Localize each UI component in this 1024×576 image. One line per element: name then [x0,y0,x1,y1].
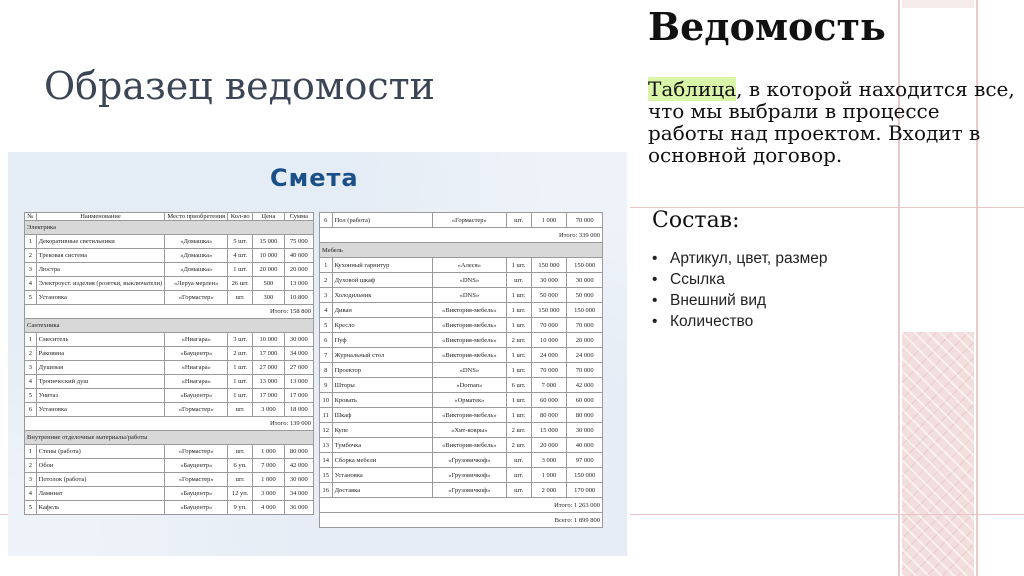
item-name: Холодильник [332,288,433,303]
price: 15 000 [253,235,284,249]
item-name: Тумбочка [332,438,433,453]
highlighted-word: Таблица [648,77,737,101]
quantity: 3 шт. [228,333,253,347]
estimate-table-left [24,212,314,515]
price: 20 000 [253,263,284,277]
table-row [320,333,603,348]
item-name: Стены (работа) [36,445,165,459]
item-name: Раковина [36,347,165,361]
price: 1 000 [531,468,567,483]
sum: 80 000 [567,408,603,423]
price: 24 000 [531,348,567,363]
header-cell: № [25,213,37,221]
price: 2 000 [531,483,567,498]
item-name: Трековая система [36,249,165,263]
price: 13 000 [253,375,284,389]
price: 3 000 [253,487,284,501]
sum: 34 000 [284,487,313,501]
table-row [25,501,314,515]
row-number: 3 [25,361,37,375]
purchase-place: «Бауцентр» [165,347,228,361]
section-label: Электрика [25,221,314,235]
total-label: Всего: 1 899 800 [320,513,603,528]
purchase-place: «Ниагара» [165,333,228,347]
description-text: , в которой находится все, что мы выбрали в процессе работы над проектом. Входит в основной договор. [648,77,1015,167]
item-name: Установка [36,403,165,417]
total-row [25,417,314,431]
item-name: Журнальный стол [332,348,433,363]
smeta-title: Смета [270,164,359,192]
quantity: 1 шт. [506,318,531,333]
purchase-place: «Домашка» [165,249,228,263]
quantity: 2 шт. [506,333,531,348]
purchase-place: «Гормастер» [165,403,228,417]
purchase-place: «Dornan» [433,378,506,393]
purchase-place: «Хит-ковры» [433,423,506,438]
row-number: 8 [320,363,333,378]
price: 70 000 [531,363,567,378]
item-name: Декоративные светильники [36,235,165,249]
row-number: 9 [320,378,333,393]
sum: 170 000 [567,483,603,498]
sostav-item: • Количество [652,311,828,332]
total-row [25,305,314,319]
table-row [25,277,314,291]
row-number: 4 [320,303,333,318]
row-number: 1 [25,445,37,459]
row-number: 13 [320,438,333,453]
price: 27 000 [253,361,284,375]
sum: 30 000 [284,473,313,487]
price: 17 000 [253,347,284,361]
total-row [320,498,603,513]
sum: 150 000 [567,468,603,483]
purchase-place: «Гормастер» [165,473,228,487]
sum: 10 800 [284,291,313,305]
quantity: 12 уп. [228,487,253,501]
item-name: Электроуст. изделия (розетки, выключатели) [36,277,165,291]
table-row [320,468,603,483]
purchase-place: «Грузовичкоф» [433,453,506,468]
purchase-place: «Виктория-мебель» [433,438,506,453]
row-number: 5 [320,318,333,333]
sum: 36 000 [284,501,313,515]
row-number: 2 [25,347,37,361]
quantity: 6 шт. [506,378,531,393]
row-number: 15 [320,468,333,483]
total-label: Итого: 1 263 000 [320,498,603,513]
row-number: 14 [320,453,333,468]
table-row [320,288,603,303]
price: 3 000 [253,403,284,417]
sostav-item: • Артикул, цвет, размер [652,248,828,269]
row-number: 11 [320,408,333,423]
quantity: 1 шт. [506,288,531,303]
quantity: 1 шт. [506,393,531,408]
vedomost-title: Ведомость [648,4,886,49]
row-number: 3 [25,473,37,487]
header-cell: Место приобретения [165,213,228,221]
row-number: 1 [25,235,37,249]
sum: 40 000 [284,249,313,263]
quantity: 2 шт. [506,438,531,453]
purchase-place: «Грузовичкоф» [433,468,506,483]
decor-pattern [902,332,974,576]
table-row [25,347,314,361]
purchase-place: «DNS» [433,363,506,378]
total-row [320,228,603,243]
item-name: Люстра [36,263,165,277]
quantity: 1 шт. [506,348,531,363]
quantity: 1 шт. [506,303,531,318]
sum: 30 000 [284,333,313,347]
header-cell: Сумма [284,213,313,221]
purchase-place: «Виктория-мебель» [433,303,506,318]
item-name: Кровать [332,393,433,408]
table-row [25,375,314,389]
table-row [25,389,314,403]
table-row [320,363,603,378]
item-name: Купе [332,423,433,438]
section-row [320,243,603,258]
table-row [320,348,603,363]
sostav-list [652,248,828,332]
sum: 34 000 [284,347,313,361]
price: 7 000 [253,459,284,473]
header-cell: Кол-во [228,213,253,221]
row-number: 12 [320,423,333,438]
price: 1 000 [253,445,284,459]
table-row [25,473,314,487]
table-row [25,235,314,249]
sum: 30 000 [567,423,603,438]
purchase-place: «DNS» [433,288,506,303]
row-number: 2 [320,273,333,288]
quantity: 1 шт. [228,375,253,389]
quantity: 5 шт. [228,235,253,249]
sum: 24 000 [567,348,603,363]
sum: 70 000 [567,318,603,333]
smeta-image [8,152,627,556]
purchase-place: «Бауцентр» [165,501,228,515]
item-name: Кухонный гарнитур [332,258,433,273]
sum: 70 000 [567,213,603,228]
slide-title: Образец ведомости [44,64,435,108]
purchase-place: «Леруа мерлен» [165,277,228,291]
purchase-place: «Ниагара» [165,375,228,389]
quantity: 1 шт. [506,258,531,273]
table-row [320,258,603,273]
price: 4 000 [253,501,284,515]
table-row [320,318,603,333]
price: 30 000 [531,273,567,288]
quantity: 1 шт. [506,363,531,378]
row-number: 5 [25,291,37,305]
quantity: 1 шт. [506,408,531,423]
table-row [25,403,314,417]
total-row [320,513,603,528]
quantity: шт. [506,273,531,288]
sum: 18 000 [284,403,313,417]
price: 10 000 [253,333,284,347]
table-row [320,408,603,423]
item-name: Смеситель [36,333,165,347]
row-number: 4 [25,277,37,291]
quantity: 9 уп. [228,501,253,515]
purchase-place: «Орматек» [433,393,506,408]
section-label: Мебель [320,243,603,258]
quantity: шт. [506,453,531,468]
purchase-place: «Ниагара» [165,361,228,375]
total-label: Итого: 339 000 [320,228,603,243]
item-name: Пуф [332,333,433,348]
quantity: шт. [506,213,531,228]
item-name: Ламинат [36,487,165,501]
sum: 20 000 [284,263,313,277]
sum: 13 000 [284,375,313,389]
row-number: 7 [320,348,333,363]
purchase-place: «Виктория-мебель» [433,333,506,348]
table-row [320,453,603,468]
sum: 70 000 [567,363,603,378]
row-number: 3 [320,288,333,303]
sostav-item: • Ссылка [652,269,828,290]
table-row [320,213,603,228]
quantity: шт. [228,473,253,487]
row-number: 3 [25,263,37,277]
price: 80 000 [531,408,567,423]
item-name: Доставка [332,483,433,498]
row-number: 1 [25,333,37,347]
table-row [25,263,314,277]
item-name: Кафель [36,501,165,515]
sum: 42 000 [284,459,313,473]
price: 500 [253,277,284,291]
purchase-place: «Виктория-мебель» [433,348,506,363]
row-number: 5 [25,501,37,515]
quantity: 26 шт. [228,277,253,291]
item-name: Шторы [332,378,433,393]
estimate-table-right [319,212,603,528]
table-row [25,487,314,501]
sum: 27 000 [284,361,313,375]
table-row [25,459,314,473]
price: 150 000 [531,303,567,318]
item-name: Диван [332,303,433,318]
purchase-place: «Виктория-мебель» [433,408,506,423]
price: 1 000 [531,213,567,228]
item-name: Обои [36,459,165,473]
quantity: 2 шт. [506,423,531,438]
sostav-item: • Внешний вид [652,290,828,311]
row-number: 4 [25,375,37,389]
row-number: 2 [25,249,37,263]
price: 20 000 [531,438,567,453]
purchase-place: «Гормастер» [433,213,506,228]
table-row [320,423,603,438]
sum: 75 000 [284,235,313,249]
decor-line-bottom [630,514,1024,515]
purchase-place: «Бауцентр» [165,459,228,473]
sum: 150 000 [567,303,603,318]
row-number: 16 [320,483,333,498]
table-row [25,445,314,459]
quantity: 1 шт. [228,389,253,403]
vedomost-description [648,78,1020,166]
table-row [320,438,603,453]
item-name: Кресло [332,318,433,333]
item-name: Пол (работа) [332,213,433,228]
price: 300 [253,291,284,305]
price: 7 000 [531,378,567,393]
purchase-place: «Бауцентр» [165,389,228,403]
table-row [25,291,314,305]
total-label: Итого: 139 000 [25,417,314,431]
table-row [25,333,314,347]
purchase-place: «Домашка» [165,263,228,277]
table-row [320,273,603,288]
item-name: Тропический душ [36,375,165,389]
price: 10 000 [253,249,284,263]
purchase-place: «Бауцентр» [165,487,228,501]
price: 50 000 [531,288,567,303]
total-label: Итого: 158 800 [25,305,314,319]
sum: 30 000 [567,273,603,288]
table-row [25,249,314,263]
section-label: Сантехника [25,319,314,333]
sum: 80 000 [284,445,313,459]
section-row [25,319,314,333]
purchase-place: «Алеся» [433,258,506,273]
section-row [25,431,314,445]
row-number: 4 [25,487,37,501]
header-cell: Наименование [36,213,165,221]
purchase-place: «Гормастер» [165,445,228,459]
sostav-heading: Состав: [652,208,740,233]
item-name: Духовой шкаф [332,273,433,288]
price: 70 000 [531,318,567,333]
row-number: 6 [25,403,37,417]
sum: 60 000 [567,393,603,408]
quantity: шт. [228,403,253,417]
row-number: 10 [320,393,333,408]
table-row [320,303,603,318]
price: 17 000 [253,389,284,403]
quantity: 1 шт. [228,361,253,375]
row-number: 1 [320,258,333,273]
section-row [25,221,314,235]
table-row [320,483,603,498]
price: 10 000 [531,333,567,348]
item-name: Сборка мебели [332,453,433,468]
table-row [320,393,603,408]
purchase-place: «Виктория-мебель» [433,318,506,333]
quantity: 4 шт. [228,249,253,263]
table-header-row [25,213,314,221]
item-name: Унитаз [36,389,165,403]
purchase-place: «Домашка» [165,235,228,249]
quantity: шт. [506,483,531,498]
row-number: 2 [25,459,37,473]
quantity: шт. [506,468,531,483]
header-cell: Цена [253,213,284,221]
purchase-place: «Грузовичкоф» [433,483,506,498]
price: 150 000 [531,258,567,273]
price: 3 000 [531,453,567,468]
item-name: Установка [36,291,165,305]
sum: 13 000 [284,277,313,291]
sum: 97 000 [567,453,603,468]
item-name: Установка [332,468,433,483]
item-name: Проектор [332,363,433,378]
price: 15 000 [531,423,567,438]
purchase-place: «Гормастер» [165,291,228,305]
section-label: Внутренние отделочные материалы/работы [25,431,314,445]
item-name: Душевая [36,361,165,375]
quantity: шт. [228,445,253,459]
price: 60 000 [531,393,567,408]
price: 1 000 [253,473,284,487]
table-row [25,361,314,375]
sum: 50 000 [567,288,603,303]
quantity: 6 уп. [228,459,253,473]
row-number: 6 [320,333,333,348]
sum: 150 000 [567,258,603,273]
decor-band-top [902,0,974,8]
quantity: 2 шт. [228,347,253,361]
row-number: 6 [320,213,333,228]
quantity: шт. [228,291,253,305]
item-name: Потолок (работа) [36,473,165,487]
item-name: Шкаф [332,408,433,423]
row-number: 5 [25,389,37,403]
sum: 42 000 [567,378,603,393]
table-row [320,378,603,393]
purchase-place: «DNS» [433,273,506,288]
sum: 40 000 [567,438,603,453]
quantity: 1 шт. [228,263,253,277]
sum: 20 000 [567,333,603,348]
sum: 17 000 [284,389,313,403]
